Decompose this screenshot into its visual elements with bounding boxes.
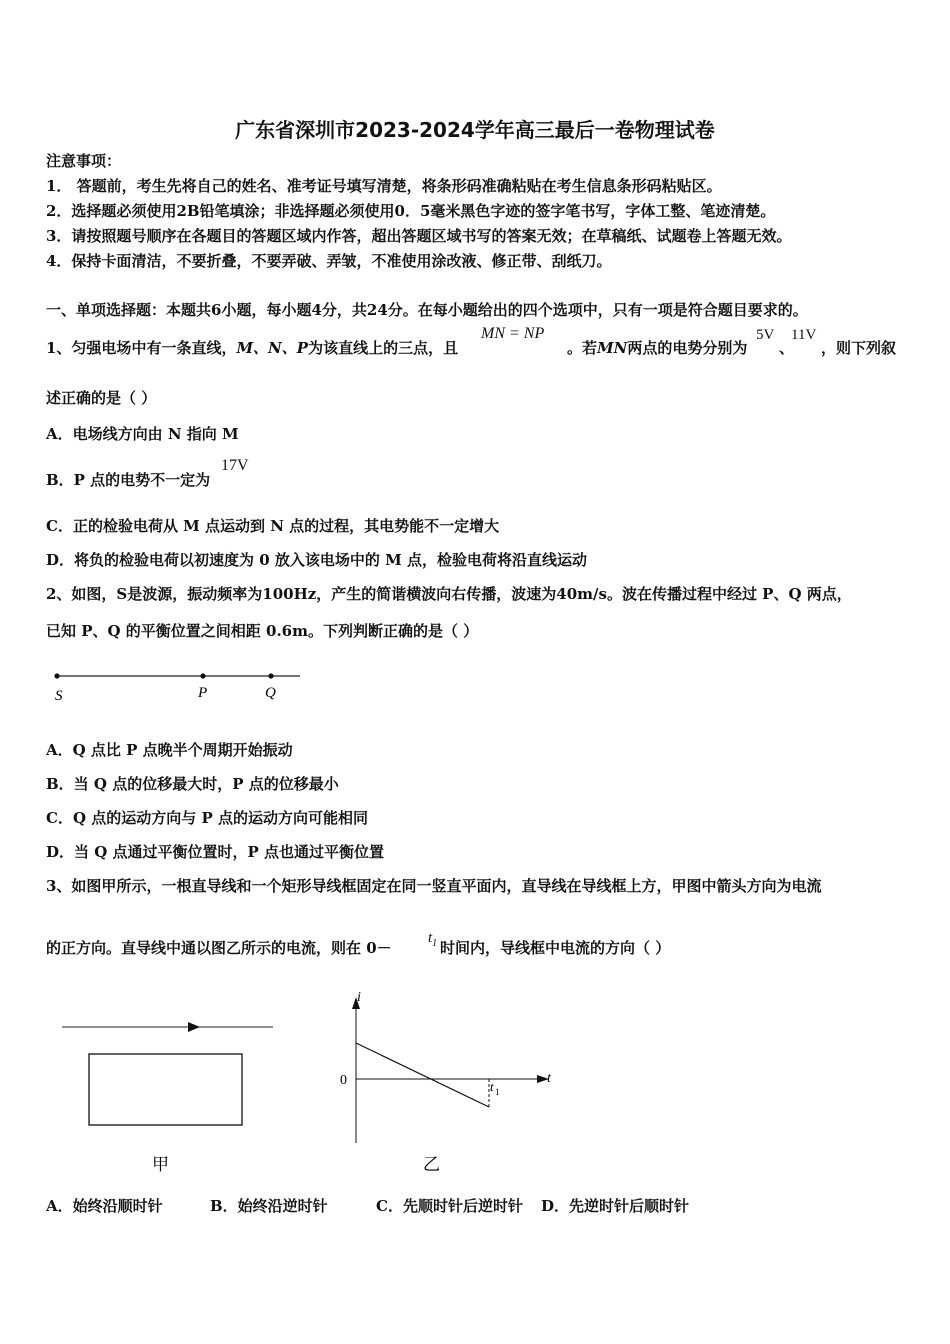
t1-label-var: t [490,1079,494,1094]
q1-stem-e: ，则下列叙 [821,339,897,357]
q1-equation: MN = NP [481,325,545,342]
q1-option-a: A．电场线方向由 N 指向 M [46,425,239,443]
q1-stem-d: 两点的电势分别为 [627,339,748,357]
note-item-1: 1． 答题前，考生先将自己的姓名、准考证号填写清楚，将条形码准确粘贴在考生信息条形码粘贴区。 [46,177,722,195]
q1-stem-vars: M、N、P [236,339,309,357]
q3-stem-line1: 3、如图甲所示，一根直导线和一个矩形导线框固定在同一竖直平面内，直导线在导线框上方，甲图中箭头方向为电流 [46,877,822,895]
q2-option-c: C．Q 点的运动方向与 P 点的运动方向可能相同 [46,809,368,827]
t1-label-sub: 1 [495,1087,500,1097]
q2-option-a: A．Q 点比 P 点晚半个周期开始振动 [46,741,293,759]
q3-option-a: A．始终沿顺时针 [46,1197,163,1215]
point-s-dot [54,673,59,678]
q1-option-d: D．将负的检验电荷以初速度为 0 放入该电场中的 M 点，检验电荷将沿直线运动 [46,551,587,569]
axis-label-i: i [357,990,361,1005]
current-graph-line [356,1043,489,1107]
q3-stem-line2-a: 的正方向。直导线中通以图乙所示的电流，则在 0－ [46,939,392,957]
current-arrow-icon [188,1022,200,1032]
q3-t1-var: t [428,930,433,946]
q1-stem-a: 1、匀强电场中有一条直线， [46,339,237,357]
q3-option-c: C．先顺时针后逆时针 [376,1197,523,1215]
note-item-4: 4．保持卡面清洁，不要折叠，不要弄破、弄皱，不准使用涂改液、修正带、刮纸刀。 [46,252,612,270]
q3-option-d: D．先逆时针后顺时针 [541,1197,690,1215]
label-p: P [198,685,208,701]
note-item-2: 2．选择题必须使用2B铅笔填涂；非选择题必须使用0．5毫米黑色字迹的签字笔书写，字体工整、笔迹清楚。 [46,202,776,220]
q1-option-b: B．P 点的电势不一定为 [46,471,211,489]
q3-stem-line2-b: 时间内，导线框中电流的方向（ ） [440,939,671,957]
q1-option-c: C．正的检验电荷从 M 点运动到 N 点的过程，其电势能不一定增大 [46,517,500,535]
point-q-dot [268,673,273,678]
q2-option-d: D．当 Q 点通过平衡位置时，P 点也通过平衡位置 [46,843,385,861]
q1-stem-mn: MN [597,339,628,357]
q1-stem-c: 。若 [567,339,598,357]
q1-potential-1: 5V [756,327,775,343]
q3-t1 [428,928,437,954]
label-q: Q [265,685,276,701]
axis-label-t: t [547,1071,551,1086]
q1-option-b-value: 17V [221,457,249,474]
q1-separator: 、 [779,339,795,357]
q1-potential-2: 11V [791,327,817,343]
q1-stem-line1-right [567,338,747,358]
q1-stem-line1 [46,338,458,358]
q2-stem-line1: 2、如图，S是波源，振动频率为100Hz，产生的简谐横波向右传播，波速为40m/s。波在传播过程中经过 P、Q 两点， [46,585,852,603]
q2-option-b: B．当 Q 点的位移最大时，P 点的位移最小 [46,775,339,793]
label-yi: 乙 [423,1155,440,1174]
section-heading: 一、单项选择题：本题共6小题，每小题4分，共24分。在每小题给出的四个选项中，只有一项是符合题目要求的。 [46,301,808,319]
label-s: S [55,688,63,704]
q2-wave-figure [50,665,310,705]
notes-heading: 注意事项： [46,152,122,170]
wire-frame [89,1054,242,1125]
q3-figure-jia [55,1015,280,1175]
point-p-dot [200,673,205,678]
label-jia: 甲 [152,1155,169,1174]
q3-figure-yi [330,985,560,1175]
origin-label: 0 [340,1073,347,1088]
q2-stem-line2: 已知 P、Q 的平衡位置之间相距 0.6m。下列判断正确的是（ ） [46,622,479,640]
note-item-3: 3．请按照题号顺序在各题目的答题区域内作答，超出答题区域书写的答案无效；在草稿纸、试题卷上答题无效。 [46,227,792,245]
q1-stem-b: 为该直线上的三点，且 [308,339,459,357]
q1-stem-line2: 述正确的是（ ） [46,389,157,407]
page-title: 广东省深圳市2023-2024学年高三最后一卷物理试卷 [235,118,715,142]
q3-option-b: B．始终沿逆时针 [210,1197,328,1215]
q3-t1-sub: 1 [432,938,438,949]
